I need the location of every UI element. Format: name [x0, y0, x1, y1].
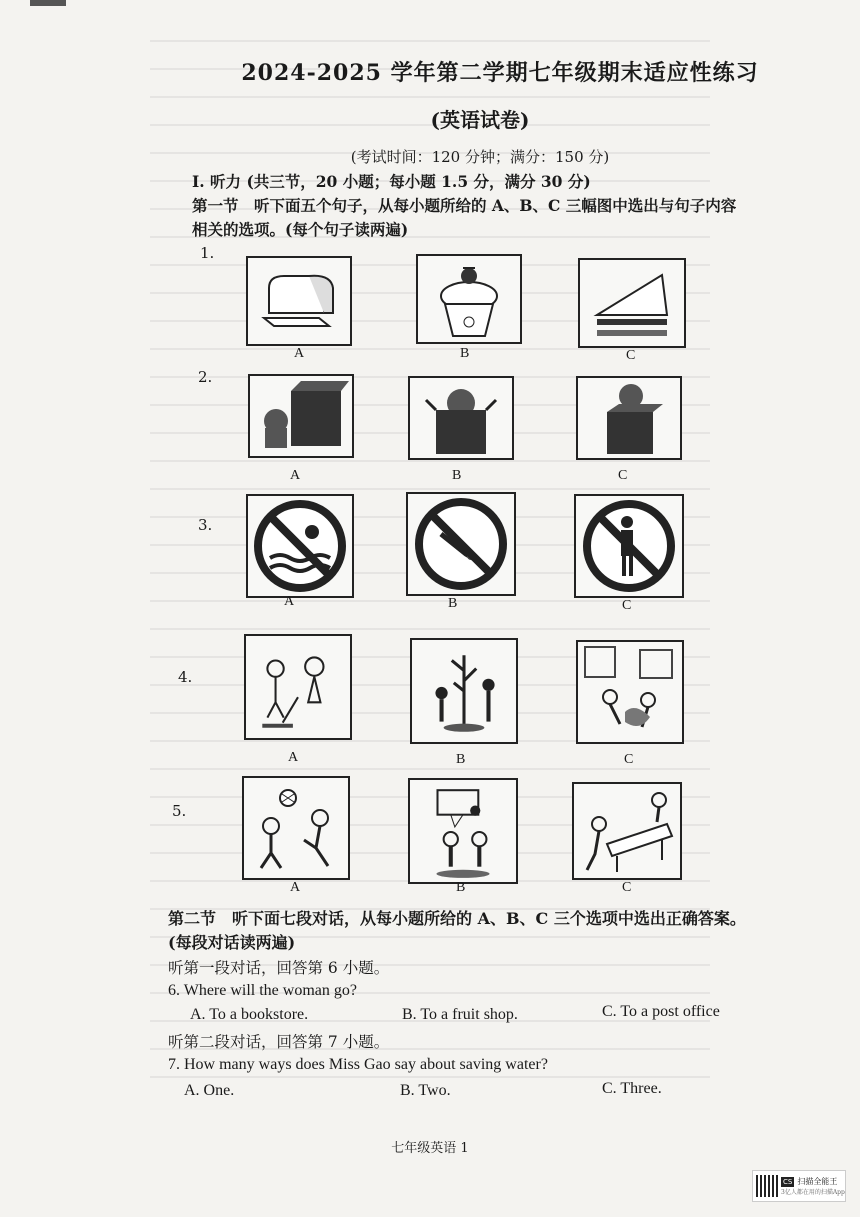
part2-heading-2: (每段对话读两遍) [168, 933, 296, 952]
scan-edge-mark [30, 0, 66, 6]
ping-pong-icon [572, 782, 682, 880]
section-heading: I. 听力 (共三节，20 小题；每小题 1.5 分，满分 30 分) [192, 172, 591, 191]
page-footer: 七年级英语 1 [391, 1141, 469, 1156]
exam-subtitle: (英语试卷) [430, 108, 530, 132]
question-number: 2. [198, 368, 213, 386]
option-label: B [456, 752, 466, 767]
q7-option-c: C. Three. [602, 1080, 662, 1097]
no-fishing-icon [406, 492, 516, 596]
dialog-instruction: 听第二段对话，回答第 7 小题。 [168, 1033, 390, 1051]
part1-instruction: 第一节 听下面五个句子，从每小题所给的 A、B、C 三幅图中选出与句子内容 [192, 196, 737, 215]
q6-option-b: B. To a fruit shop. [402, 1006, 518, 1023]
option-label: A [294, 346, 305, 361]
scanner-watermark [752, 1170, 846, 1202]
q7-option-a: A. One. [184, 1082, 235, 1099]
q6-option-a: A. To a bookstore. [190, 1006, 309, 1023]
question-number: 4. [178, 668, 193, 686]
sweeping-leaves-icon [244, 634, 352, 740]
cat-beside-box-icon [248, 374, 354, 458]
option-label: A [290, 880, 301, 895]
option-label: C [624, 752, 634, 767]
option-label: A [288, 750, 299, 765]
bread-icon [246, 256, 352, 346]
exam-info: (考试时间：120 分钟；满分：150 分) [350, 148, 610, 166]
no-swimming-icon [246, 494, 354, 598]
cat-in-box-icon [408, 376, 514, 460]
option-label: A [290, 468, 301, 483]
option-label: B [456, 880, 466, 895]
option-label: A [284, 594, 295, 609]
part1-instruction-2: 相关的选项。(每个句子读两遍) [192, 220, 409, 239]
question-number: 1. [200, 244, 215, 262]
option-label: C [622, 880, 632, 895]
option-label: B [448, 596, 458, 611]
q6-option-c: C. To a post office [602, 1003, 720, 1020]
planting-tree-icon [410, 638, 518, 744]
sandwich-icon [578, 258, 686, 348]
watermark-tagline: 3亿人都在用的扫描App [781, 1189, 845, 1196]
q7-option-b: B. Two. [400, 1082, 451, 1099]
question-6: 6. Where will the woman go? [168, 982, 357, 999]
qr-code-icon [756, 1175, 778, 1197]
part2-heading: 第二节 听下面七段对话，从每小题所给的 A、B、C 三个选项中选出正确答案。 [168, 909, 746, 928]
cat-on-box-icon [576, 376, 682, 460]
camscanner-logo: CS [783, 1178, 793, 1186]
option-label: B [460, 346, 470, 361]
watermark-name: 扫描全能王 [797, 1177, 838, 1186]
option-label: B [452, 468, 462, 483]
exam-title: 2024-2025 学年第二学期七年级期末适应性练习 [241, 60, 759, 86]
picking-rubbish-icon [576, 640, 684, 744]
option-label: C [626, 348, 636, 363]
no-littering-icon [574, 494, 684, 598]
cupcake-icon [416, 254, 522, 344]
question-number: 5. [172, 802, 187, 820]
option-label: C [618, 468, 628, 483]
basketball-icon [408, 778, 518, 884]
football-icon [242, 776, 350, 880]
question-number: 3. [198, 516, 213, 534]
dialog-instruction: 听第一段对话，回答第 6 小题。 [168, 959, 390, 977]
option-label: C [622, 598, 632, 613]
question-7: 7. How many ways does Miss Gao say about saving water? [168, 1056, 548, 1073]
